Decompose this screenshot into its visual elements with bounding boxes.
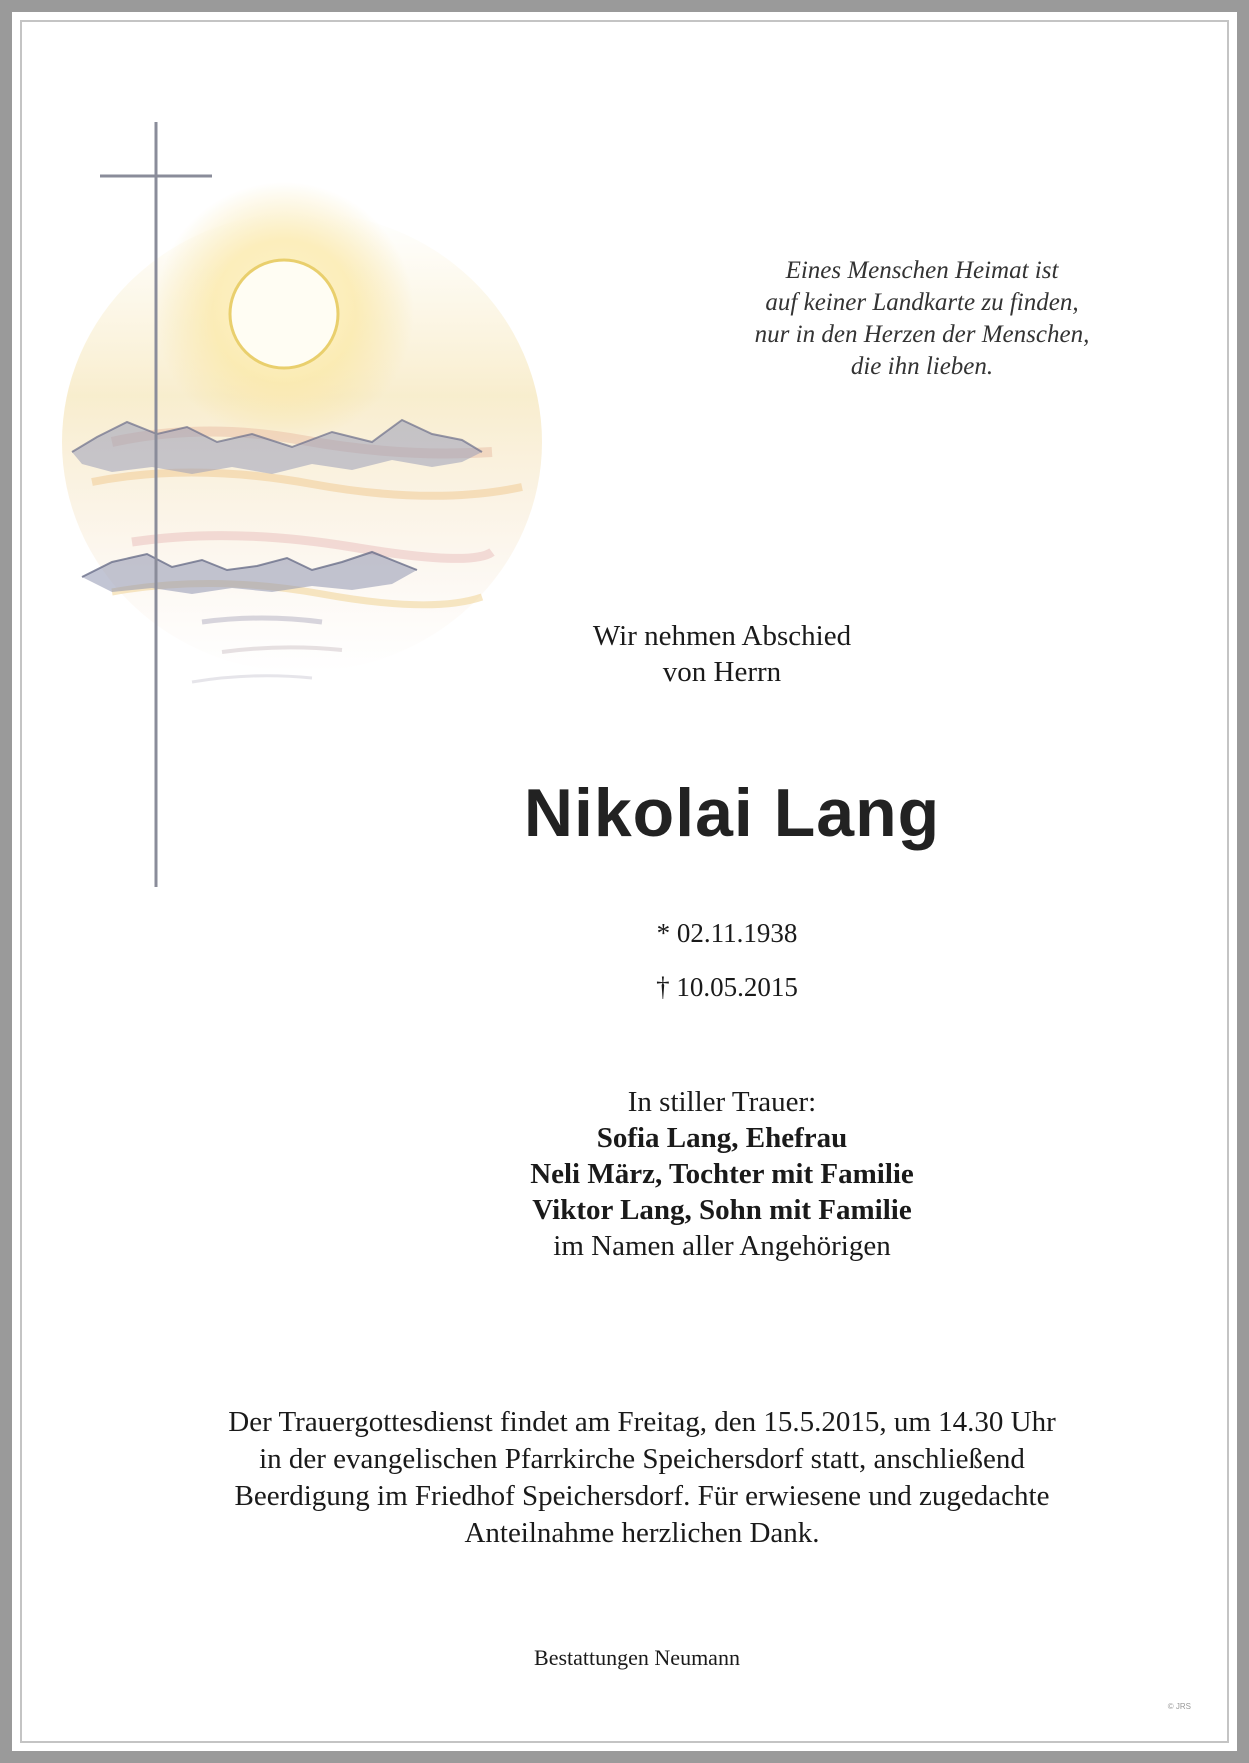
service-line: in der evangelischen Pfarrkirche Speichersdorf statt, anschließend xyxy=(259,1443,1025,1475)
mourner-name: Neli März, Tochter mit Familie xyxy=(530,1158,914,1190)
birth-date: * 02.11.1938 xyxy=(656,918,798,948)
memorial-quote xyxy=(672,255,1172,383)
sun-icon xyxy=(230,260,338,368)
mourner-name: Sofia Lang, Ehefrau xyxy=(596,1122,848,1154)
service-line: Anteilnahme herzlichen Dank. xyxy=(464,1517,820,1549)
farewell-line-2: von Herrn xyxy=(662,656,782,688)
service-info xyxy=(122,1404,1162,1552)
mourner-name: Viktor Lang, Sohn mit Familie xyxy=(532,1194,912,1226)
quote-line: Eines Menschen Heimat ist xyxy=(785,257,1059,284)
cross-sunset-illustration xyxy=(52,122,552,1002)
farewell-line-1: Wir nehmen Abschied xyxy=(592,620,852,652)
death-date: † 10.05.2015 xyxy=(656,972,798,1002)
mourners-intro: In stiller Trauer: xyxy=(627,1086,817,1118)
service-line: Der Trauergottesdienst findet am Freitag, den 15.5.2015, um 14.30 Uhr xyxy=(228,1406,1056,1438)
copyright-stamp: © JRS xyxy=(1167,1702,1191,1711)
page-inner-frame xyxy=(20,20,1229,1743)
mourners-block xyxy=(422,1084,1022,1264)
quote-line: auf keiner Landkarte zu finden, xyxy=(765,289,1079,316)
service-line: Beerdigung im Friedhof Speichersdorf. Für erwiesene und zugedachte xyxy=(234,1480,1050,1512)
quote-line: nur in den Herzen der Menschen, xyxy=(754,321,1090,348)
mourners-closing: im Namen aller Angehörigen xyxy=(553,1230,891,1262)
undertaker-name: Bestattungen Neumann xyxy=(534,1645,740,1670)
farewell-intro xyxy=(502,618,942,690)
deceased-name: Nikolai Lang xyxy=(523,775,941,851)
quote-line: die ihn lieben. xyxy=(850,353,994,380)
